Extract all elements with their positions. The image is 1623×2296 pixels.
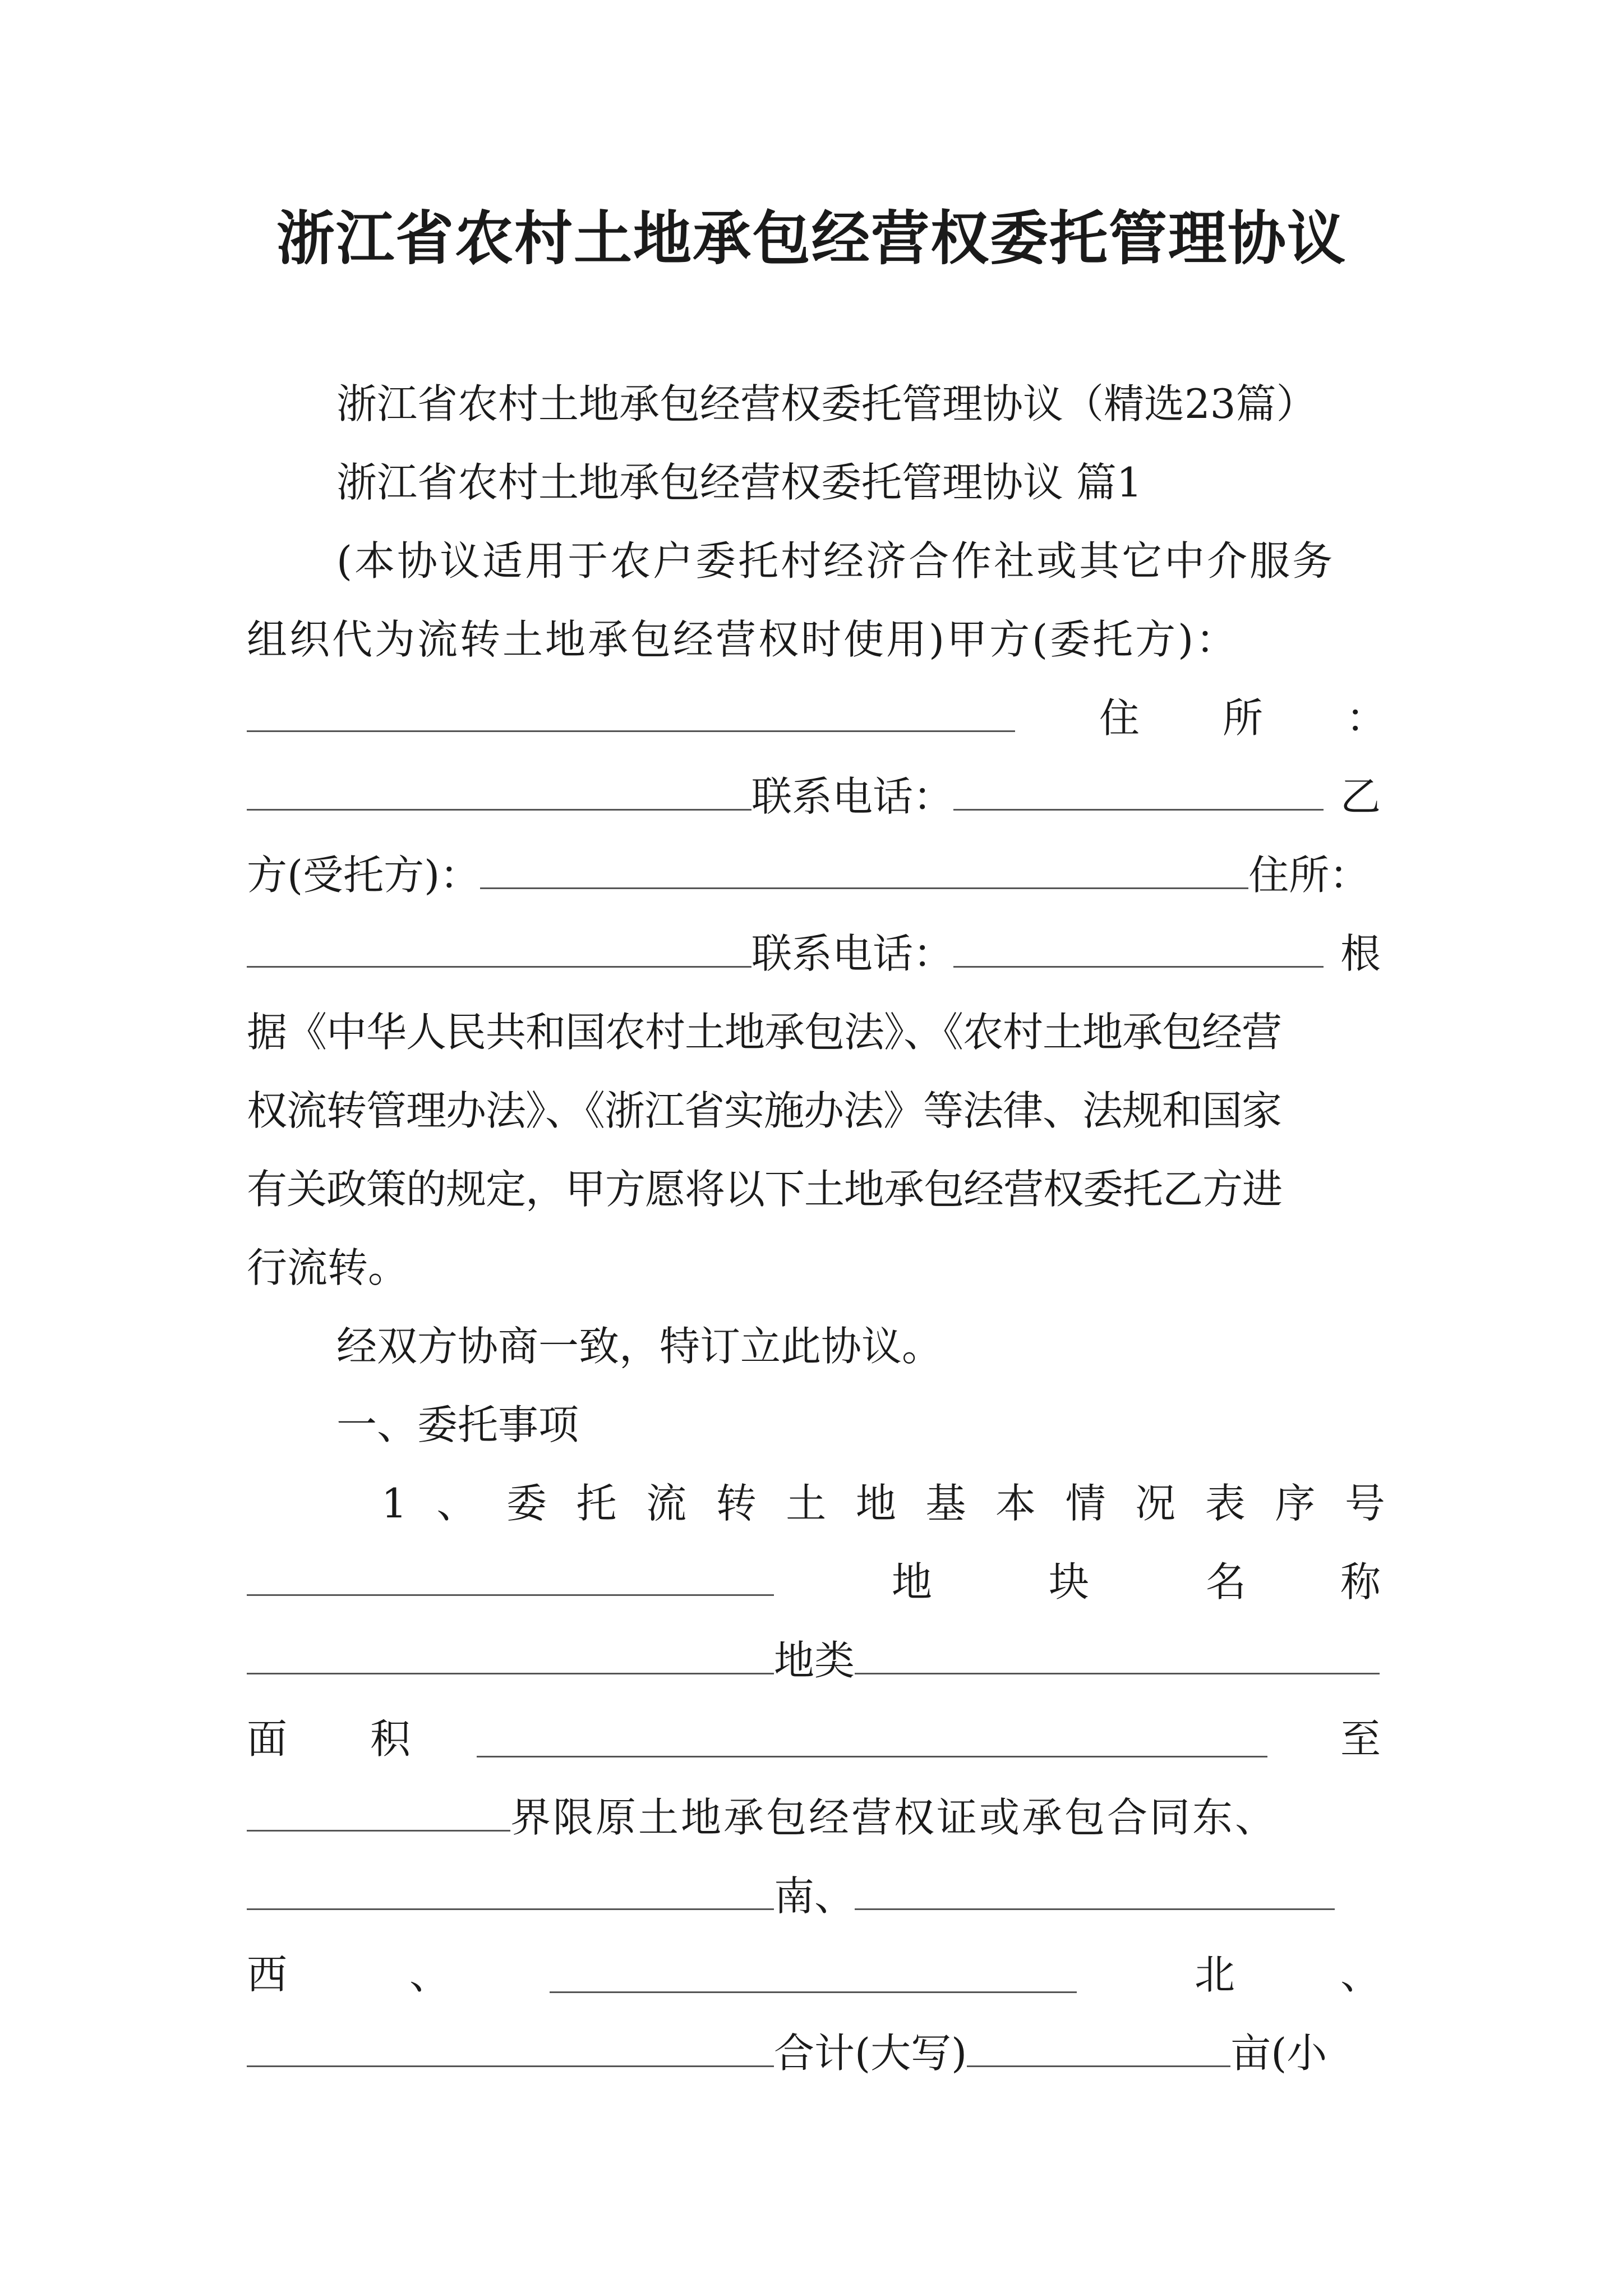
l13-char: 序 — [1275, 1480, 1316, 1527]
l13-char: 号 — [1344, 1480, 1385, 1527]
area-char-1: 面 — [247, 1715, 288, 1763]
north-sep: 、 — [1340, 1951, 1381, 1998]
l13-char: 表 — [1205, 1480, 1246, 1527]
address-char-2: 所 — [1223, 694, 1264, 742]
party-b-phone-blank — [953, 932, 1324, 968]
l13-char: 基 — [925, 1480, 966, 1527]
l13-char: 委 — [506, 1480, 547, 1527]
plot-name-char-3: 名 — [1206, 1558, 1247, 1605]
phone-label-a: 联系电话： — [751, 773, 954, 820]
party-b-label: 方(受托方)： — [247, 852, 481, 899]
document-title: 浙江省农村土地承包经营权委托管理协议 — [276, 204, 1347, 273]
body-line-17 — [247, 1784, 1380, 1851]
area-blank — [477, 1722, 1267, 1757]
boundary-blank — [247, 1796, 510, 1832]
party-b-start: 乙 — [1340, 773, 1381, 820]
body-line-13 — [381, 1470, 1385, 1537]
body-line-11: 经双方协商一致，特订立此协议。 — [336, 1323, 943, 1370]
l13-char: 本 — [995, 1480, 1036, 1527]
phone-label-b: 联系电话： — [751, 930, 954, 977]
l13-char: 地 — [855, 1480, 896, 1527]
address-char-1: 住 — [1099, 694, 1140, 742]
body-line-2: 组织代为流转土地承包经营权时使用)甲方(委托方)： — [247, 616, 1239, 663]
body-line-7: 据《中华人民共和国农村土地承包法》、《农村土地承包经营 — [247, 1009, 1282, 1056]
l13-char: 托 — [576, 1480, 617, 1527]
plot-name-char-4: 称 — [1340, 1558, 1381, 1605]
basis-start: 根 — [1340, 930, 1381, 977]
l13-char: 土 — [786, 1480, 827, 1527]
address-colon: ： — [1346, 694, 1387, 742]
body-line-19 — [247, 1941, 1380, 2008]
l13-char: 流 — [646, 1480, 687, 1527]
area-char-2: 积 — [370, 1715, 411, 1763]
l13-char: 、 — [436, 1480, 477, 1527]
boundary-to-label: 至 — [1340, 1715, 1381, 1763]
subtitle-line: 浙江省农村土地承包经营权委托管理协议（精选23篇） — [336, 380, 1317, 427]
party-b-name-blank — [480, 854, 1248, 889]
body-line-5 — [247, 841, 1380, 909]
body-line-3 — [247, 684, 1387, 752]
north-label: 北 — [1195, 1951, 1235, 1998]
party-a-address-blank — [247, 775, 751, 811]
plot-name-char-1: 地 — [892, 1558, 933, 1605]
l13-char: 情 — [1065, 1480, 1106, 1527]
l13-char: 况 — [1135, 1480, 1176, 1527]
east-blank — [247, 1875, 774, 1910]
land-type-blank — [855, 1639, 1380, 1674]
l13-char: 1 — [381, 1480, 407, 1527]
address-label-b: 住所： — [1248, 852, 1370, 899]
land-type-label: 地类 — [774, 1637, 855, 1684]
body-line-10: 行流转。 — [247, 1244, 409, 1291]
body-line-16 — [247, 1705, 1380, 1773]
total-blank — [967, 2032, 1230, 2067]
plot-name-char-2: 块 — [1049, 1558, 1090, 1605]
body-line-1: (本协议适用于农户委托村经济合作社或其它中介服务 — [336, 537, 1335, 585]
plot-name-blank — [247, 1639, 774, 1674]
mu-label: 亩(小 — [1230, 2030, 1327, 2077]
west-blank — [550, 1958, 1077, 1993]
body-line-4 — [247, 763, 1380, 830]
body-line-8: 权流转管理办法》、《浙江省实施办法》等法律、法规和国家 — [247, 1087, 1282, 1134]
body-line-9: 有关政策的规定，甲方愿将以下土地承包经营权委托乙方进 — [247, 1166, 1283, 1213]
boundary-text: 界限原土地承包经营权证或承包合同东、 — [510, 1794, 1278, 1841]
section-one-heading: 一、委托事项 — [336, 1401, 579, 1448]
party-b-address-blank — [247, 932, 751, 968]
body-line-15 — [247, 1627, 1380, 1694]
body-line-18 — [247, 1862, 1380, 1930]
total-label: 合计(大写) — [774, 2030, 967, 2077]
body-line-6 — [247, 920, 1380, 987]
south-blank — [855, 1875, 1335, 1910]
section-heading: 浙江省农村土地承包经营权委托管理协议 篇1 — [336, 459, 1142, 506]
south-label: 南、 — [774, 1872, 855, 1920]
serial-number-blank — [247, 1561, 774, 1596]
party-a-name-blank — [247, 697, 1015, 732]
l13-char: 转 — [716, 1480, 757, 1527]
body-line-20 — [247, 2019, 1380, 2087]
north-blank — [247, 2032, 774, 2067]
body-line-14 — [247, 1548, 1380, 1616]
west-sep: 、 — [409, 1951, 450, 1998]
party-a-phone-blank — [953, 775, 1324, 811]
west-label: 西 — [247, 1951, 288, 1998]
